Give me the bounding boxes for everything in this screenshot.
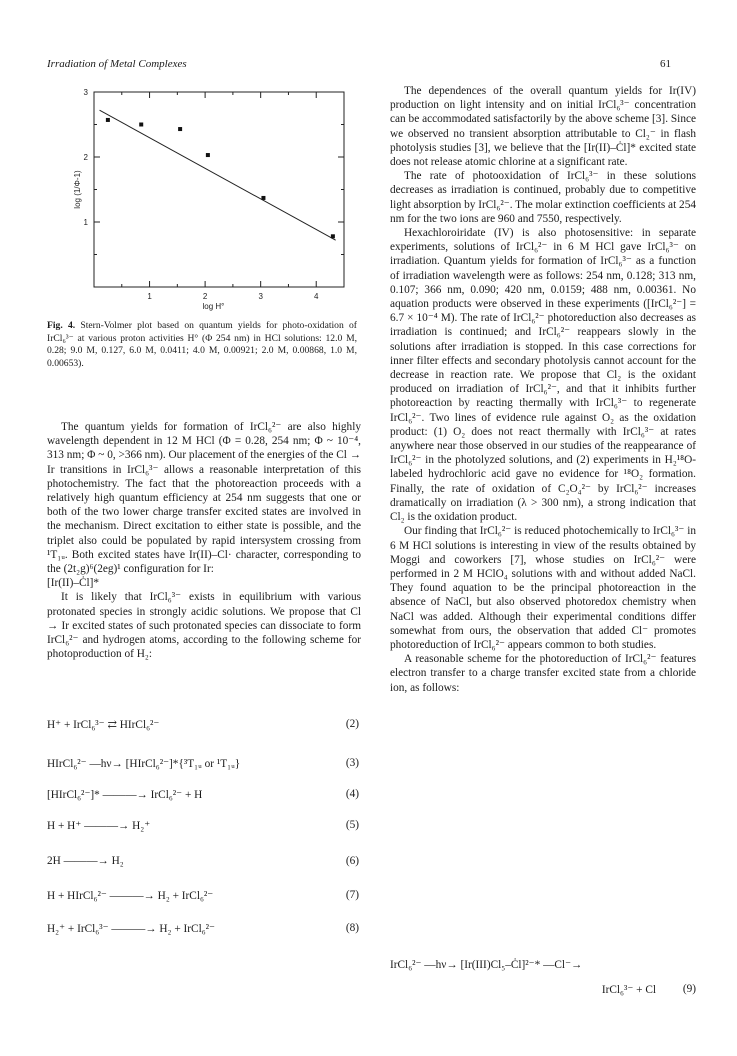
caption-text: Stern-Volmer plot based on quantum yields for photo-oxidation of IrCl₆³⁻ at various proton activities H° (Φ 254 nm) in HCl solutions: 12.0 M, 0.28; 9.0 M, 0.127, 6.0 M, 0.0411; 4.0 M, 0.00921; 2.0 M, 0.00868, 1.0 M, 0.00653). — [47, 320, 357, 369]
data-point — [139, 123, 143, 127]
equation-body: H + HIrCl₆²⁻ ———→ H₂ + IrCl₆²⁻ — [47, 890, 214, 902]
equation-number: (2) — [345, 718, 359, 730]
paragraph: A reasonable scheme for the photoreduction of IrCl₆²⁻ features electron transfer to a charge transfer excited state from a chloride ion, as follows: — [390, 653, 696, 694]
equation-4 — [47, 788, 359, 804]
right-column — [390, 84, 696, 695]
equation-8 — [47, 922, 359, 938]
x-tick-label: 3 — [258, 292, 263, 301]
equation-3 — [47, 757, 359, 773]
equation-5 — [47, 819, 359, 835]
figure-caption — [47, 320, 357, 370]
equation-body: H⁺ + IrCl₆³⁻ ⇄ HIrCl₆²⁻ — [47, 719, 160, 731]
paragraph: Hexachloroiridate (IV) is also photosensitive: in separate experiments, solutions of IrCl₆²⁻ in 6 M HCl gave IrCl₆³⁻ on irradiation. Quantum yields for formation of IrCl₆³⁻ as a function of irradiation wavelength were as follows: 254 nm, 0.128; 313 nm, 0.107; 366 nm, 0.090; 420 nm, 0.0159; 488 nm, 0.00361. No aquation products were observed in these experiments ([IrCl₆²⁻] = 6.7 × 10⁻⁴ M). The rate of IrCl₆²⁻ photoreduction also decreases as irradiation is continued; and IrCl₆²⁻ reappears slowly in the solutions after irradiation is stopped. In this case corrections for inner filter effects and secondary photolysis cannot account for the decrease in reaction rate. We propose that Cl₂ is the oxidant produced on irradiation of IrCl₆²⁻, and that it inhibits further photoreaction by reacting thermally with IrCl₆³⁻ to regenerate IrCl₆²⁻. Two lines of evidence rule against O₂ as the oxidation product: (1) O₂ does not react thermally with IrCl₆³⁻ at rates anywhere near those observed in our studies of the reappearance of IrCl₆²⁻ in the photolyzed solutions, and (2) experiments in H₂¹⁸O-labeled hydrochloric acid gave no evidence for ¹⁸O₂ formation. Finally, the rate of oxidation of C₂O₄²⁻ by IrCl₆²⁻ increases dramatically on irradiation (λ > 300 nm), a strong indication that Cl₂ is the oxidation product. — [390, 227, 696, 524]
data-point — [331, 234, 335, 238]
equation-9-line2: IrCl₆³⁻ + Cl — [601, 984, 656, 996]
equation-number: (5) — [345, 819, 359, 831]
y-tick-label: 2 — [83, 153, 88, 162]
equation-9-line1: IrCl₆²⁻ —hν→ [Ir(III)Cl₅–Ċl]²⁻* —Cl⁻→ — [390, 959, 583, 971]
paragraph: The quantum yields for formation of IrCl₆²⁻ are also highly wavelength dependent in 12 M HCl (Φ = 0.28, 254 nm; Φ ~ 10⁻⁴, 313 nm; Φ ~ 0, >366 nm). Our placement of the energies of the Cl → Ir transitions in IrCl₆³⁻ allows a reasonable interpretation of this photochemistry. The fact that the photoreaction proceeds with a relatively high quantum efficiency at 254 nm suggests that one or both of the two lower charge transfer excited states are involved in the mechanism. Direct excitation to either state is possible, and the triplet also could be populated by rapid intersystem crossing from ¹T₁ᵤ. Both excited states have Ir(II)–Cl· character, corresponding to the (2t₂g)⁶(2eg)¹ configuration for Ir: — [47, 421, 361, 576]
x-axis-label: log H° — [202, 302, 225, 311]
equation-body: [HIrCl₆²⁻]* ———→ IrCl₆²⁻ + H — [47, 789, 203, 801]
equation-6 — [47, 855, 359, 871]
y-tick-label: 1 — [83, 218, 88, 227]
plot-frame — [94, 92, 344, 287]
data-point — [178, 127, 182, 131]
equation-7 — [47, 889, 359, 905]
stern-volmer-plot — [72, 80, 362, 311]
equation-number: (7) — [345, 889, 359, 901]
equation-9 — [390, 958, 696, 999]
caption-label: Fig. 4. — [47, 320, 76, 331]
x-tick-label: 1 — [147, 292, 152, 301]
equation-number: (9) — [682, 983, 696, 995]
running-title: Irradiation of Metal Complexes — [47, 58, 187, 70]
fit-line — [100, 110, 336, 240]
paragraph: The rate of photooxidation of IrCl₆³⁻ in these solutions decreases as irradiation is continued, probably due to competitive light absorption by IrCl₆²⁻. The molar extinction coefficients at 254 nm for the two ions are 960 and 7550, respectively. — [390, 170, 696, 225]
y-axis-label: log (1/Φ-1) — [73, 170, 82, 209]
equation-number: (8) — [345, 922, 359, 934]
data-point — [106, 118, 110, 122]
paragraph: The dependences of the overall quantum yields for Ir(IV) production on light intensity and on initial IrCl₆³⁻ concentration can be accommodated satisfactorily by the above scheme [3]. Since we observed no transient absorption attributable to Cl₂⁻ in flash photolysis studies [3], we believe that the [Ir(II)–Ċl]* excited state does not release atomic chlorine at a significant rate. — [390, 85, 696, 169]
equation-2 — [47, 718, 359, 734]
paragraph: Our finding that IrCl₆²⁻ is reduced photochemically to IrCl₆³⁻ in 6 M HCl solutions is interesting in view of the results obtained by Moggi and coworkers [7], whose studies on IrCl₆²⁻ were performed in 2 M HClO₄ solutions with and without added NaCl. They found aquation to be the principal photoreaction in the absence of NaCl, but also observed photoredox chemistry when NaCl was added. Although their experimental conditions differ somewhat from ours, the observation that added Cl⁻ promotes photoreduction of IrCl₆²⁻ appears common to both studies. — [390, 525, 696, 651]
data-point — [261, 196, 265, 200]
equation-number: (6) — [345, 855, 359, 867]
equation-number: (4) — [345, 788, 359, 800]
equation-body: 2H ———→ H₂ — [47, 855, 124, 867]
x-tick-label: 4 — [313, 292, 319, 301]
y-tick-label: 3 — [83, 88, 88, 97]
equation-number: (3) — [345, 757, 359, 769]
equation-body: HIrCl₆²⁻ —hν→ [HIrCl₆²⁻]*{³T₁ᵤ or ¹T₁ᵤ} — [47, 758, 241, 770]
equation-body: H₂⁺ + IrCl₆³⁻ ———→ H₂ + IrCl₆²⁻ — [47, 923, 216, 935]
excited-state-formula: [Ir(II)–Ċl]* — [47, 577, 100, 590]
data-point — [206, 153, 210, 157]
page-number: 61 — [660, 58, 671, 70]
left-column — [47, 420, 361, 661]
equation-body: H + H⁺ ———→ H₂⁺ — [47, 820, 151, 832]
paragraph: It is likely that IrCl₆³⁻ exists in equilibrium with various protonated species in strongly acidic solutions. We propose that Cl → Ir excited states of such protonated species can dissociate to form IrCl₆²⁻ and hydrogen atoms, according to the following scheme for photoproduction of H₂: — [47, 591, 361, 661]
x-tick-label: 2 — [202, 292, 208, 301]
